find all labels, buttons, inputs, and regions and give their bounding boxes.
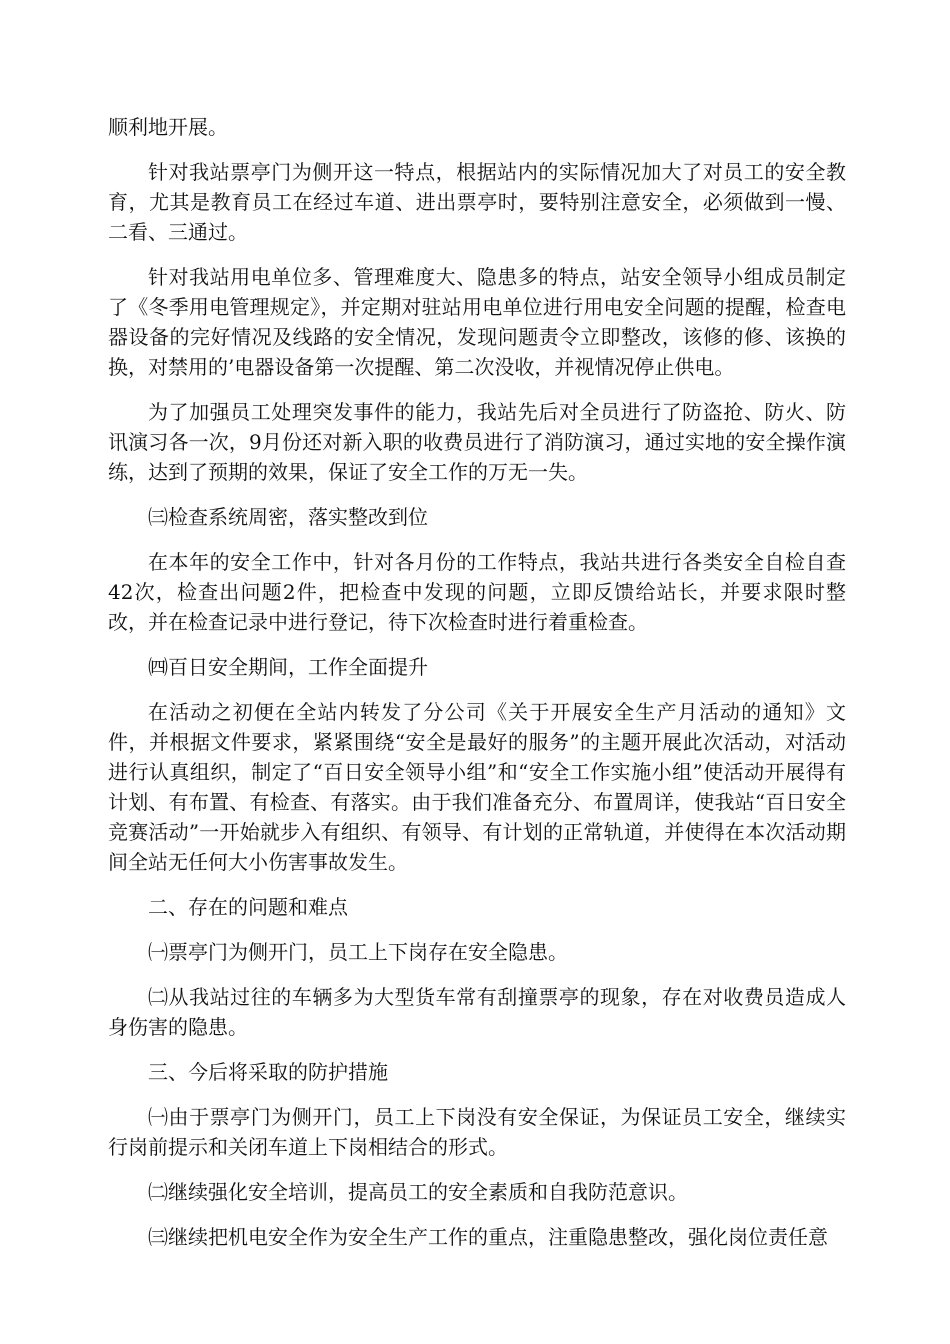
section-heading-measures: 三、今后将采取的防护措施 <box>148 1060 388 1084</box>
section-heading-problems: 二、存在的问题和难点 <box>148 895 348 919</box>
problem-item-2: ㈡从我站过往的车辆多为大型货车常有刮撞票亭的现象，存在对收费员造成人身伤害的隐患。 <box>108 985 846 1039</box>
paragraph-3: 针对我站用电单位多、管理难度大、隐患多的特点，站安全领导小组成员制定了《冬季用电管理规定》，并定期对驻站用电单位进行用电安全问题的提醒，检查电器设备的完好情况及线路的安全情况，发现问题责令立即整改，该修的修、该换的换，对禁用的’电器设备第一次提醒、第二次没收，并视情况停止供电。 <box>108 265 846 379</box>
section-heading-3: ㈢检查系统周密，落实整改到位 <box>148 505 428 529</box>
measure-item-2: ㈡继续强化安全培训，提高员工的安全素质和自我防范意识。 <box>148 1180 688 1204</box>
paragraph-5: 在本年的安全工作中，针对各月份的工作特点，我站共进行各类安全自检自查42次，检查出问题2件，把检查中发现的问题，立即反馈给站长，并要求限时整改，并在检查记录中进行登记，待下次检查时进行着重检查。 <box>108 550 846 634</box>
document-body <box>108 112 846 1267</box>
paragraph-6: 在活动之初便在全站内转发了分公司《关于开展安全生产月活动的通知》文件，并根据文件要求，紧紧围绕“安全是最好的服务”的主题开展此次活动，对活动进行认真组织，制定了“百日安全领导小组”和“安全工作实施小组”使活动开展得有计划、有布置、有检查、有落实。由于我们准备充分、布置周详，使我站“百日安全竞赛活动”一开始就步入有组织、有领导、有计划的正常轨道，并使得在本次活动期间全站无任何大小伤害事故发生。 <box>108 700 846 874</box>
paragraph-1: 顺利地开展。 <box>108 115 228 139</box>
section-heading-4: ㈣百日安全期间，工作全面提升 <box>148 655 428 679</box>
measure-item-1: ㈠由于票亭门为侧开门，员工上下岗没有安全保证，为保证员工安全，继续实行岗前提示和关闭车道上下岗相结合的形式。 <box>108 1105 846 1159</box>
problem-item-1: ㈠票亭门为侧开门，员工上下岗存在安全隐患。 <box>148 940 568 964</box>
measure-item-3: ㈢继续把机电安全作为安全生产工作的重点，注重隐患整改，强化岗位责任意 <box>148 1225 828 1249</box>
paragraph-2: 针对我站票亭门为侧开这一特点，根据站内的实际情况加大了对员工的安全教育，尤其是教育员工在经过车道、进出票亭时，要特别注意安全，必须做到一慢、二看、三通过。 <box>108 160 846 244</box>
paragraph-4: 为了加强员工处理突发事件的能力，我站先后对全员进行了防盗抢、防火、防讯演习各一次，9月份还对新入职的收费员进行了消防演习，通过实地的安全操作演练，达到了预期的效果，保证了安全工作的万无一失。 <box>108 400 846 484</box>
